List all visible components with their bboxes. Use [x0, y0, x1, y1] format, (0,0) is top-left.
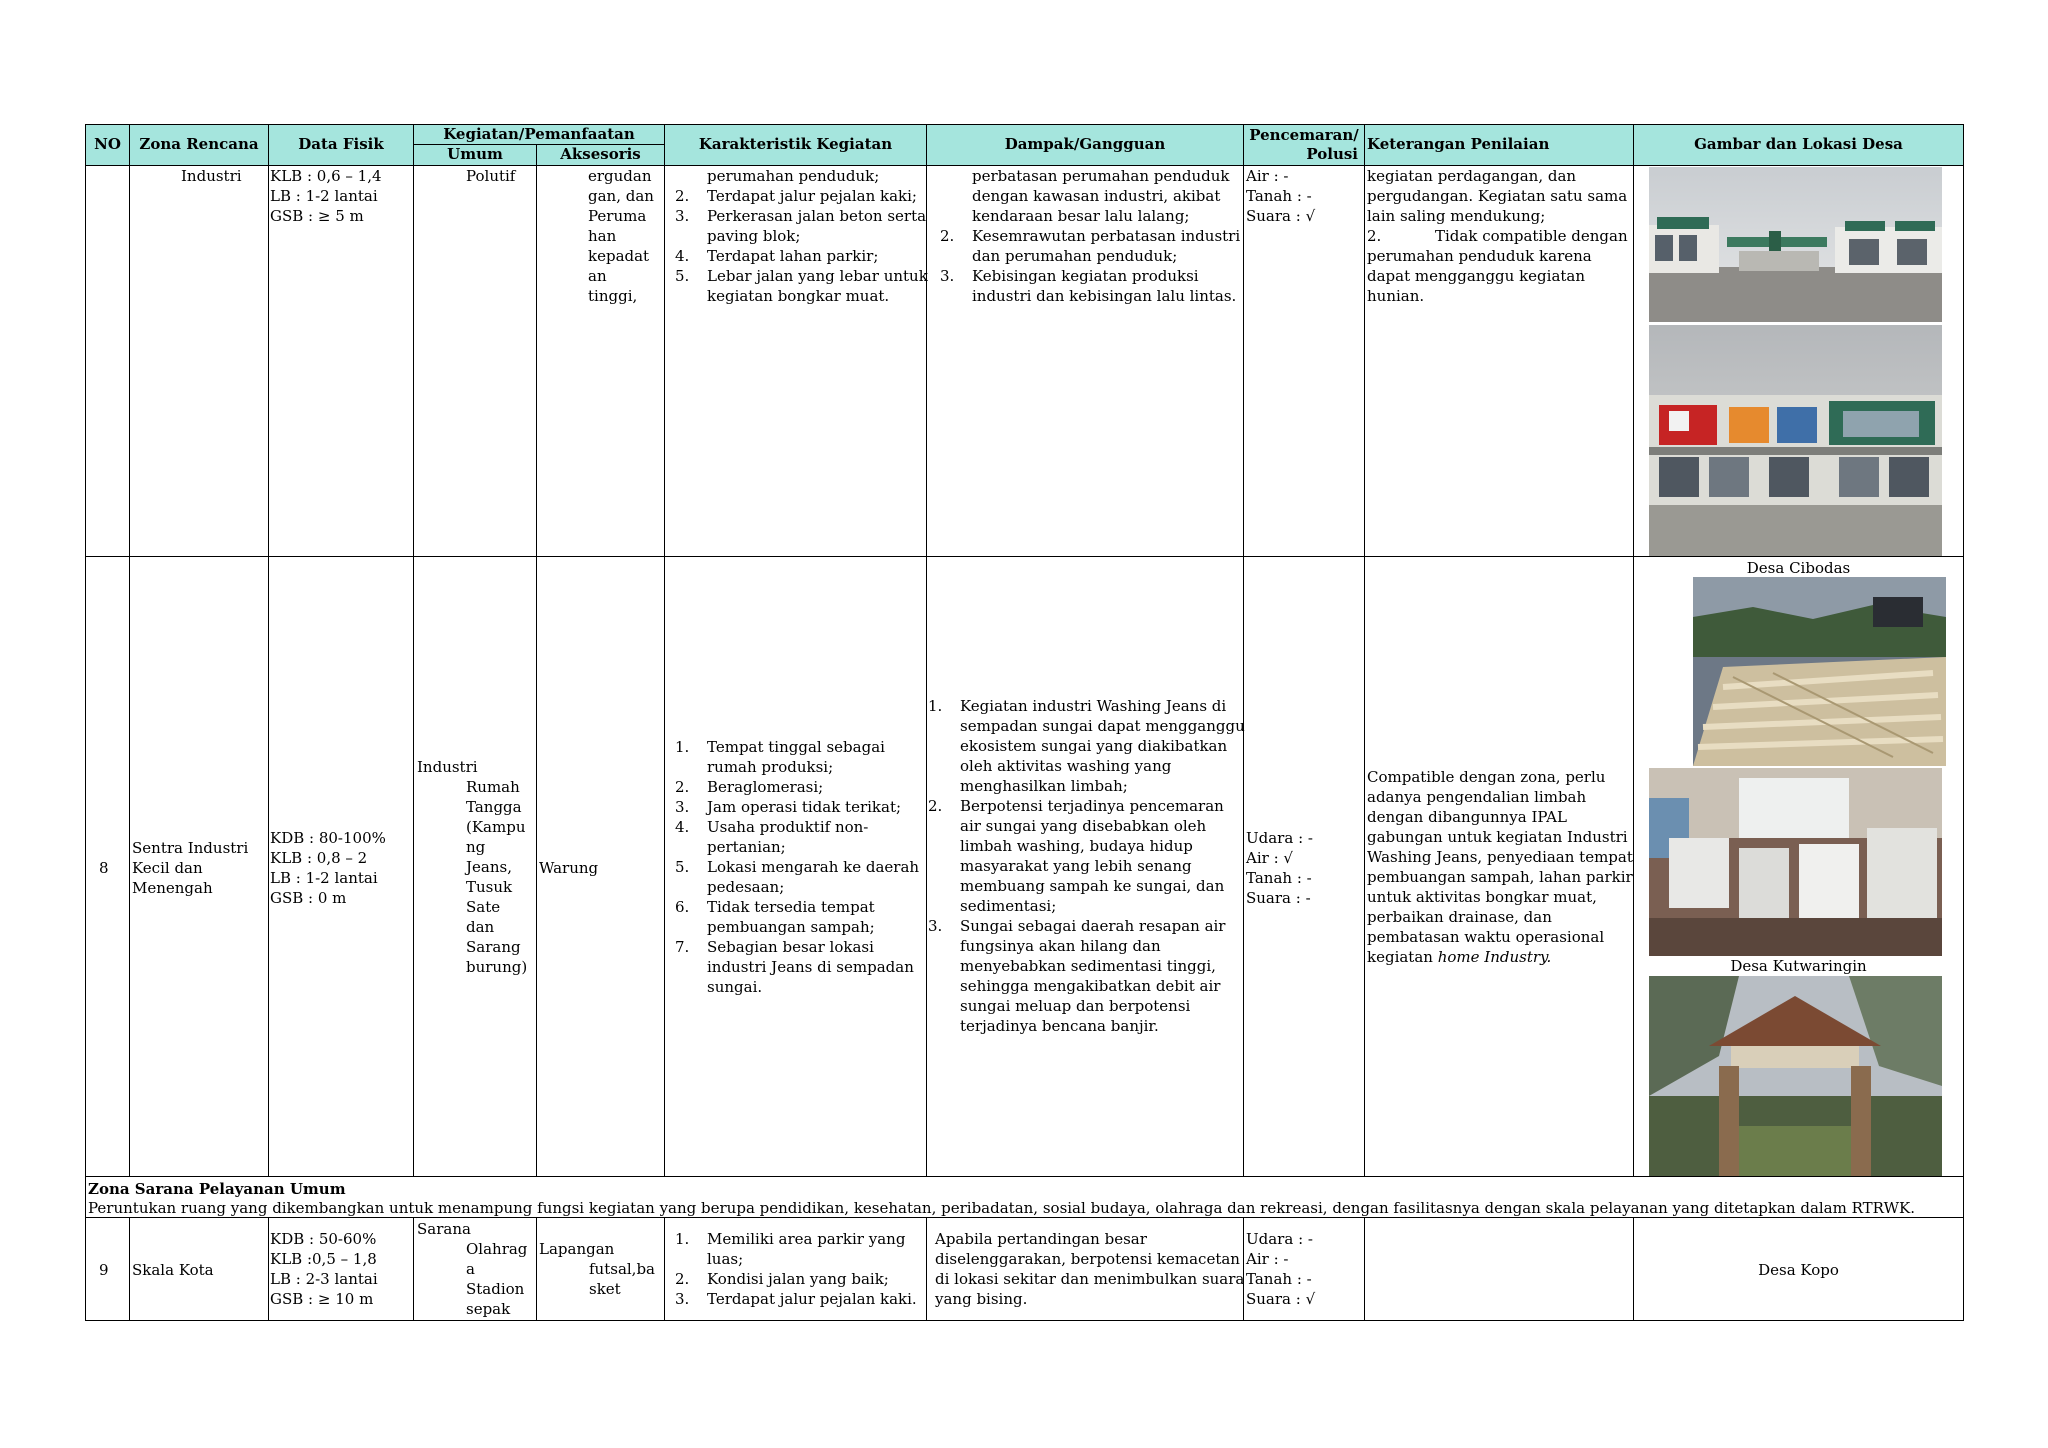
header-gambar: Gambar dan Lokasi Desa [1694, 135, 1903, 153]
column-divider [268, 1217, 269, 1320]
industri-shophouse-photo [1649, 325, 1942, 556]
zona-sentra-industri: Sentra Industri Kecil dan Menengah [132, 839, 249, 897]
table-border-bottom [85, 1320, 1964, 1321]
desa-cibodas-caption: Desa Cibodas [1746, 559, 1851, 577]
data-fisik-row8: KDB : 80-100% KLB : 0,8 – 2 LB : 1-2 lantai GSB : 0 m [270, 829, 386, 907]
desa-kopo-caption: Desa Kopo [1758, 1261, 1839, 1279]
umum-row9: Sarana Olahrag a Stadion sepak [417, 1220, 528, 1318]
row-divider [85, 1176, 1964, 1177]
column-divider [664, 1217, 665, 1320]
header-pencemaran: Pencemaran/ Polusi [1249, 126, 1359, 163]
jeans-workshop-photo [1649, 768, 1942, 956]
zona-sarana-title: Zona Sarana Pelayanan Umum [88, 1180, 346, 1198]
row-number: 8 [99, 859, 109, 877]
column-divider [536, 1217, 537, 1320]
keterangan-industri: kegiatan perdagangan, dan pergudangan. Kegiatan satu sama lain saling mendukung; 2. Tidak compatible dengan perumahan penduduk karena dapat mengganggu kegiatan hunian. [1367, 167, 1628, 305]
header-kegiatan: Kegiatan/Pemanfaatan [443, 125, 635, 143]
dampak-row8: 1. Kegiatan industri Washing Jeans di sempadan sungai dapat mengganggu ekosistem sungai yang diakibatkan oleh aktivitas washing yang menghasilkan limbah; 2. Berpotensi terjadinya pencemaran air sungai yang disebabkan oleh limbah washing, budaya hidup masyarakat yang lebih senang membuang sampah ke sungai, dan sedimentasi; 3. Sungai sebagai daerah resapan air fungsinya akan hilang dan menyebabkan sedimentasi tinggi, sehingga mengakibatkan debit air sungai meluap dan berpotensi terjadinya bencana banjir. [928, 697, 1245, 1035]
column-divider [664, 124, 665, 1176]
jeans-drying-photo [1693, 577, 1946, 766]
header-zona-rencana: Zona Rencana [139, 135, 259, 153]
umum-industri: Polutif [466, 167, 516, 185]
header-keterangan: Keterangan Penilaian [1367, 135, 1550, 153]
polusi-row8: Udara : - Air : √ Tanah : - Suara : - [1246, 829, 1313, 907]
zona-skala-kota: Skala Kota [132, 1261, 214, 1279]
industri-street-photo [1649, 167, 1942, 322]
zona-sarana-description: Peruntukan ruang yang dikembangkan untuk menampung fungsi kegiatan yang berupa pendidikan, kesehatan, peribadatan, sosial budaya, olahraga dan rekreasi, dengan fasilitasnya dengan skala pelayanan yang ditetapkan dalam RTRWK. [88, 1199, 1916, 1217]
polusi-industri: Air : - Tanah : - Suara : √ [1246, 167, 1316, 225]
header-data-fisik: Data Fisik [298, 135, 384, 153]
aksesoris-row8: Warung [539, 859, 599, 877]
desa-kutwaringin-caption: Desa Kutwaringin [1730, 957, 1867, 975]
polusi-row9: Udara : - Air : - Tanah : - Suara : √ [1246, 1230, 1316, 1308]
aksesoris-row9: Lapangan futsal,ba sket [539, 1240, 655, 1298]
column-divider [1364, 124, 1365, 1176]
umum-row8: Industri Rumah Tangga (Kampu ng Jeans, Tusuk Sate dan Sarang burung) [417, 758, 528, 976]
column-divider [536, 144, 537, 1176]
data-fisik-row9: KDB : 50-60% KLB :0,5 – 1,8 LB : 2-3 lantai GSB : ≥ 10 m [270, 1230, 378, 1308]
table-border-top [85, 124, 1964, 125]
column-divider [268, 124, 269, 1176]
karakteristik-row8: 1. Tempat tinggal sebagai rumah produksi; 2. Beraglomerasi; 3. Jam operasi tidak terikat; 4. Usaha produktif non- pertanian; 5. Lokasi mengarah ke daerah pedesaan; 6. Tidak tersedia tempat pembuangan sampah; 7. Sebagian besar lokasi industri Jeans di sempadan sungai. [675, 738, 920, 996]
header-dampak: Dampak/Gangguan [1004, 135, 1166, 153]
karakteristik-industri: perumahan penduduk; 2. Terdapat jalur pejalan kaki; 3. Perkerasan jalan beton serta paving blok; 4. Terdapat lahan parkir; 5. Lebar jalan yang lebar untuk kegiatan bongkar muat. [675, 167, 928, 305]
column-divider [1364, 1217, 1365, 1320]
data-fisik-industri: KLB : 0,6 – 1,4 LB : 1-2 lantai GSB : ≥ 5 m [270, 167, 382, 225]
dampak-industri: perbatasan perumahan penduduk dengan kawasan industri, akibat kendaraan besar lalu lalang; 2. Kesemrawutan perbatasan industri dan perumahan penduduk; 3. Kebisingan kegiatan produksi industri dan kebisingan lalu lintas. [940, 167, 1241, 305]
zona-industri: Industri [181, 167, 242, 185]
row-number: 9 [99, 1261, 109, 1279]
header-karakteristik: Karakteristik Kegiatan [698, 135, 893, 153]
karakteristik-row9: 1. Memiliki area parkir yang luas; 2. Kondisi jalan yang baik; 3. Terdapat jalur pejalan kaki. [675, 1230, 917, 1308]
column-divider [926, 1217, 927, 1320]
column-divider [129, 124, 130, 1176]
keterangan-row8: Compatible dengan zona, perlu adanya pengendalian limbah dengan dibangunnya IPAL gabungan untuk kegiatan Industri Washing Jeans, penyediaan tempat pembuangan sampah, lahan parkir untuk aktivitas bongkar muat, perbaikan drainase, dan pembatasan waktu operasional kegiatan home Industry. [1367, 768, 1633, 966]
column-divider [413, 124, 414, 1176]
table-border-right [1963, 124, 1964, 1320]
dampak-row9: Apabila pertandingan besar diselenggarakan, berpotensi kemacetan di lokasi sekitar dan menimbulkan suara yang bising. [935, 1230, 1245, 1308]
table-border-left [85, 124, 86, 1320]
aksesoris-industri: ergudan gan, dan Peruma han kepadat an tinggi, [588, 167, 654, 305]
row-divider [85, 556, 1964, 557]
column-divider [1633, 124, 1634, 1176]
header-aksesoris: Aksesoris [560, 145, 641, 163]
column-divider [129, 1217, 130, 1320]
header-no: NO [94, 135, 121, 153]
column-divider [413, 1217, 414, 1320]
header-umum: Umum [447, 145, 503, 163]
kampung-jeans-gate-photo [1649, 976, 1942, 1176]
